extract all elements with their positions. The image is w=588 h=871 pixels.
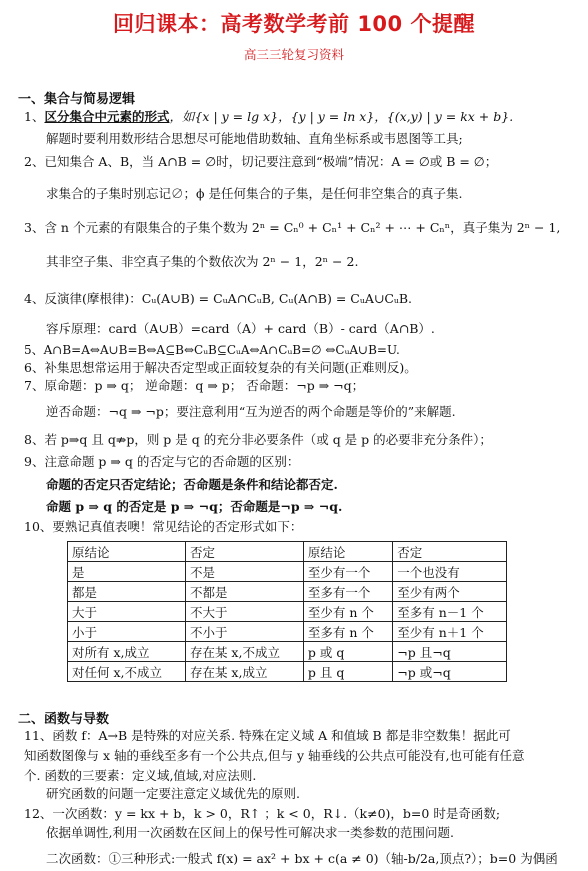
table-cell: 都是: [68, 582, 186, 602]
table-cell: ¬p 且¬q: [393, 642, 507, 662]
table-cell: 至少有一个: [303, 562, 392, 582]
table-cell: 对所有 x,成立: [68, 642, 186, 662]
item-3-line-2: 其非空子集、非空真子集的个数依次为 2ⁿ − 1，2ⁿ − 2.: [46, 254, 359, 269]
page-title: 回归课本：高考数学考前 100 个提醒: [113, 12, 475, 36]
item-4-line-2: 容斥原理：card（A∪B）=card（A）+ card（B）- card（A∩B）.: [46, 321, 435, 336]
table-cell: 原结论: [68, 542, 186, 562]
item-1-line-2: 解题时要利用数形结合思想尽可能地借助数轴、直角坐标系或韦恩图等工具;: [46, 131, 463, 146]
item-12-line-1: 12、一次函数：y = kx + b，k > 0，R↑ ；k < 0，R↓.（k≠0)，b=0 时是奇函数;: [24, 806, 501, 821]
table-row: [68, 562, 507, 582]
item-3-line-1: 3、含 n 个元素的有限集合的子集个数为 2ⁿ = Cₙ⁰ + Cₙ¹ + Cₙ² + ⋯ + Cₙⁿ，真子集为 2ⁿ − 1,: [24, 220, 561, 235]
item-11-line-4: 研究函数的问题一定要注意定义域优先的原则.: [46, 786, 300, 801]
page-subtitle: 高三三轮复习资料: [243, 47, 344, 62]
table-row: [68, 542, 507, 562]
table-cell: 不都是: [185, 582, 303, 602]
table-cell: 不小于: [185, 622, 303, 642]
item-1-number: 1、: [24, 109, 45, 124]
item-9-line-2: 命题的否定只否定结论；否命题是条件和结论都否定.: [46, 477, 338, 492]
table-cell: 至少有 n＋1 个: [393, 622, 507, 642]
table-cell: 小于: [68, 622, 186, 642]
item-10: 10、要熟记真值表噢！常见结论的否定形式如下：: [24, 519, 303, 534]
table-cell: 否定: [185, 542, 303, 562]
table-cell: 一个也没有: [393, 562, 507, 582]
table-row: [68, 602, 507, 622]
item-11-line-1: 11、函数 f：A→B 是特殊的对应关系. 特殊在定义域 A 和值域 B 都是非空数集！据此可: [24, 728, 511, 743]
item-8: 8、若 p⇒q 且 q⇏p，则 p 是 q 的充分非必要条件（或 q 是 p 的必要非充分条件）；: [24, 432, 492, 447]
item-12-line-3: 二次函数：①三种形式:一般式 f(x) = ax² + bx + c(a ≠ 0)（轴-b/2a,顶点?）；b=0 为偶函: [46, 851, 558, 866]
section-heading-sets-logic: 一、集合与简易逻辑: [18, 92, 136, 107]
item-2-line-2: 求集合的子集时别忘记∅；ϕ 是任何集合的子集，是任何非空集合的真子集.: [46, 186, 463, 201]
section-heading-functions: 二、函数与导数: [18, 712, 110, 727]
item-12-line-2: 依据单调性,利用一次函数在区间上的保号性可解决求一类参数的范围问题.: [46, 825, 454, 840]
table-cell: 存在某 x,不成立: [185, 642, 303, 662]
item-6: 6、补集思想常运用于解决否定型或正面较复杂的有关问题(正难则反)。: [24, 360, 417, 375]
table-cell: ¬p 或¬q: [393, 662, 507, 682]
table-cell: p 或 q: [303, 642, 392, 662]
table-cell: 否定: [393, 542, 507, 562]
table-cell: 不大于: [185, 602, 303, 622]
table-cell: 至少有 n 个: [303, 602, 392, 622]
table-row: [68, 622, 507, 642]
table-cell: 至少有两个: [393, 582, 507, 602]
table-cell: 至多有一个: [303, 582, 392, 602]
table-cell: 至多有 n 个: [303, 622, 392, 642]
item-11-line-2: 知函数图像与 x 轴的垂线至多有一个公共点,但与 y 轴垂线的公共点可能没有,也可能有任意: [24, 748, 525, 763]
item-7-line-1: 7、原命题：p ⇒ q； 逆命题：q ⇒ p； 否命题：¬p ⇒ ¬q；: [24, 378, 365, 393]
item-9-line-3: 命题 p ⇒ q 的否定是 p ⇒ ¬q；否命题是¬p ⇒ ¬q.: [46, 499, 343, 514]
table-cell: 是: [68, 562, 186, 582]
item-2-line-1: 2、已知集合 A、B，当 A∩B = ∅时，切记要注意到“极端”情况：A = ∅或 B = ∅；: [24, 154, 498, 169]
table-row: [68, 582, 507, 602]
table-cell: p 且 q: [303, 662, 392, 682]
item-4-line-1: 4、反演律(摩根律)：Cᵤ(A∪B) = CᵤA∩CᵤB, Cᵤ(A∩B) = CᵤA∪CᵤB.: [24, 291, 413, 306]
item-7-line-2: 逆否命题：¬q ⇒ ¬p；要注意利用“互为逆否的两个命题是等价的”来解题.: [46, 404, 456, 419]
item-9-line-1: 9、注意命题 p ⇒ q 的否定与它的否命题的区别：: [24, 454, 300, 469]
table-cell: 不是: [185, 562, 303, 582]
item-11-line-3: 个. 函数的三要素：定义域,值域,对应法则.: [24, 768, 257, 783]
item-1-keyword: 区分集合中元素的形式: [44, 109, 170, 124]
item-1-examples: ，如{x | y = lg x}，{y | y = ln x}，{(x,y) | y = kx + b}.: [169, 109, 514, 124]
table-cell: 对任何 x,不成立: [68, 662, 186, 682]
item-5: 5、A∩B=A⇔A∪B=B⇔A⊆B⇔CᵤB⊆CᵤA⇔A∩CᵤB=∅ ⇔CᵤA∪B=U.: [24, 343, 400, 357]
negation-table: [67, 541, 507, 682]
table-cell: 至多有 n－1 个: [393, 602, 507, 622]
table-cell: 原结论: [303, 542, 392, 562]
table-cell: 存在某 x,成立: [185, 662, 303, 682]
item-1-line-1: [24, 108, 513, 126]
table-row: [68, 642, 507, 662]
table-row: [68, 662, 507, 682]
table-cell: 大于: [68, 602, 186, 622]
